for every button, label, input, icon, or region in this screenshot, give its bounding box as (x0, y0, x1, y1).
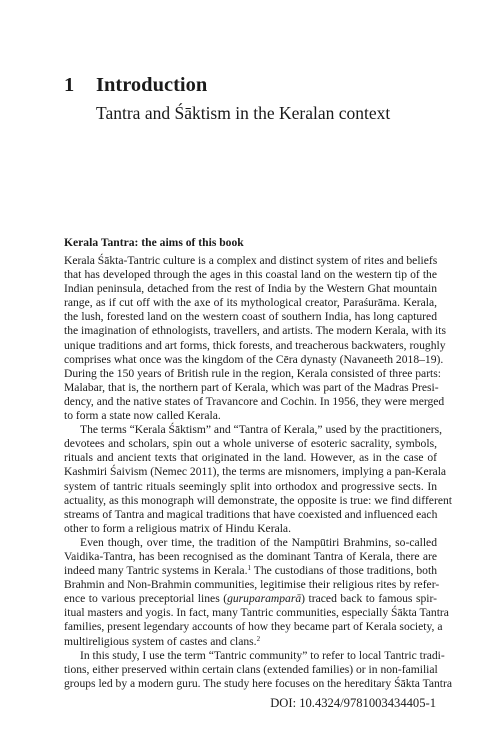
text-line: groups led by a modern guru. The study here focuses on the hereditary Śākta Tantra (64, 676, 453, 690)
text-line: range, as if cut off with the axe of its mythological creator, Paraśurāma. Kerala, (64, 296, 437, 310)
text-line: families, present legendary accounts of how they became part of Kerala society, a (64, 620, 443, 634)
text-line: dency, and the native states of Travancore and Cochin. In 1956, they were merged (64, 394, 445, 408)
text-line: streams of Tantra and magical traditions that have coexisted and influenced each (64, 507, 438, 521)
body-paragraph (64, 535, 449, 649)
text-line: actuality, as this monograph will demonstrate, the opposite is true: we find different (64, 493, 452, 507)
text-line: During the 150 years of British rule in the region, Kerala consisted of three parts: (64, 366, 442, 380)
text-line: unique traditions and art forms, thick forests, and treacherous backwaters, roughly (64, 338, 446, 352)
text-line: the imagination of ethnologists, travellers, and artists. The modern Kerala, with its (64, 324, 446, 338)
text-line: ence to various preceptorial lines (guruparamparā) traced back to famous spir- (64, 592, 437, 606)
text-line: indeed many Tantric systems in Kerala.$^1$ The custodians of those traditions, both (64, 564, 437, 578)
text-line: system of tantric rituals seemingly split into orthodox and progressive sects. In (64, 479, 437, 493)
text-line: the lush, forested land on the western coast of southern India, has long captured (64, 310, 437, 324)
chapter-subtitle: Tantra and Śāktism in the Keralan context (96, 103, 391, 123)
chapter-title: Introduction (96, 74, 208, 96)
text-line: comprises what once was the kingdom of the Cēra dynasty (Navaneeth 2018–19). (64, 352, 444, 366)
text-line: other to form a religious matrix of Hindu Kerala. (64, 521, 291, 535)
doi-footer: DOI: 10.4324/9781003434405-1 (270, 696, 436, 710)
text-line: Malabar, that is, the northern part of Kerala, which was part of the Madras Presi- (64, 380, 439, 394)
text-line: multireligious system of castes and clans.$^2$ (64, 634, 261, 648)
body-paragraph (64, 254, 446, 423)
text-line: rituals and ancient texts that originated in the land. However, as in the case of (64, 451, 437, 465)
text-line: devotees and scholars, spin out a whole universe of esoteric sacrality, symbols, (64, 437, 437, 451)
text-line: itual masters and yogis. In fact, many Tantric communities, especially Śākta Tantra (64, 606, 449, 620)
body-paragraph (64, 648, 453, 691)
text-line: Kerala Śākta-Tantric culture is a complex and distinct system of rites and beliefs (64, 254, 438, 267)
text-line: In this study, I use the term “Tantric community” to refer to local Tantric tradi- (80, 648, 445, 662)
text-line: Vaidika-Tantra, has been recognised as the dominant Tantra of Kerala, there are (64, 549, 437, 563)
chapter-number: 1 (64, 74, 75, 96)
text-line: Brahmin and Non-Brahmin communities, legitimise their religious rites by refer- (64, 578, 440, 592)
text-line: Indian peninsula, detached from the rest of India by the Western Ghat mountain (64, 282, 437, 296)
body-text (64, 254, 453, 691)
text-line: Kashmiri Śaivism (Nemec 2011), the terms are misnomers, implying a pan-Kerala (64, 465, 447, 479)
text-line: Even though, over time, the tradition of the Nampūtiri Brahmins, so-called (80, 535, 437, 549)
text-line: The terms “Kerala Śāktism” and “Tantra of Kerala,” used by the practitioners, (80, 423, 442, 437)
text-line: to form a state now called Kerala. (64, 409, 221, 423)
body-paragraph (64, 423, 452, 536)
text-line: that has developed through the ages in this coastal land on the western tip of the (64, 268, 437, 282)
text-line: tions, either preserved within certain clans (extended families) or in non-familial (64, 662, 438, 676)
section-heading: Kerala Tantra: the aims of this book (64, 236, 244, 249)
